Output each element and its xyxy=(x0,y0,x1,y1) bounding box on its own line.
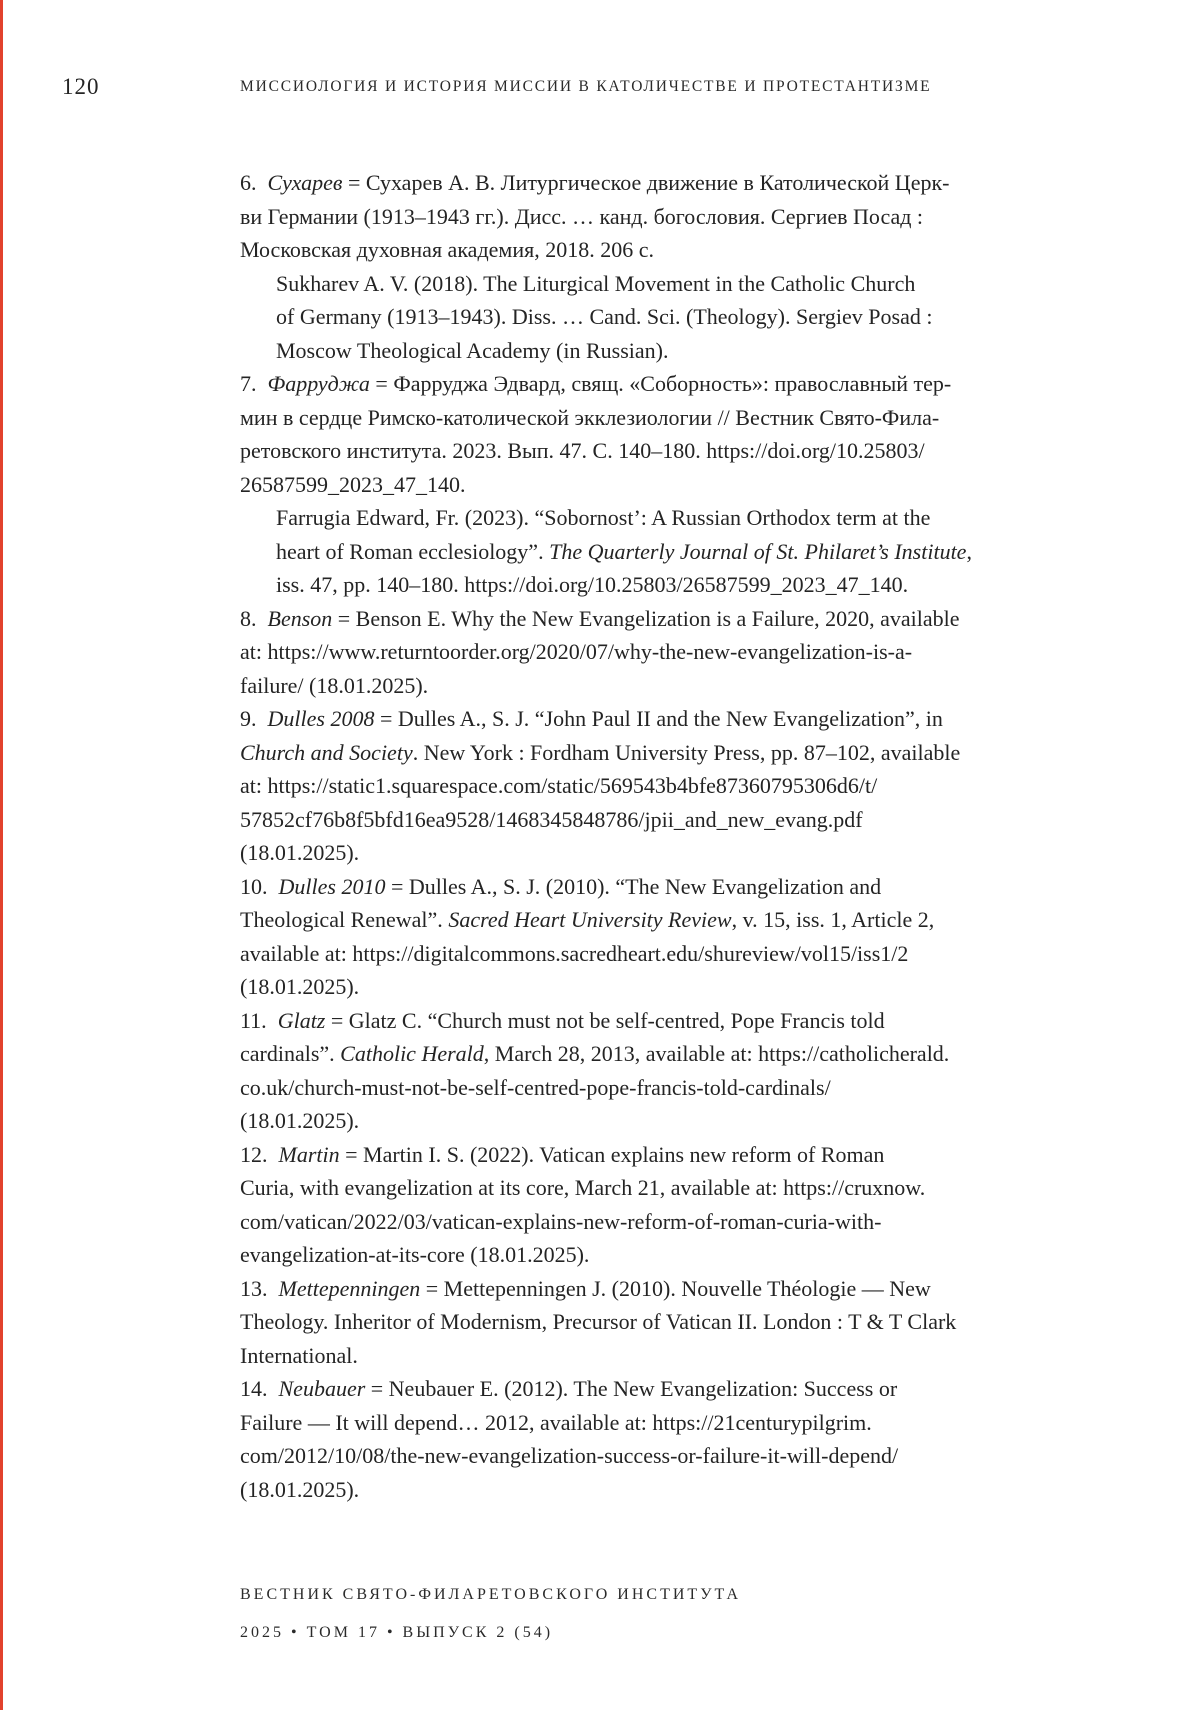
bibliography-entry xyxy=(240,166,1075,367)
bibliography-entry xyxy=(240,602,1075,703)
left-accent-rule xyxy=(0,0,3,1710)
bib-line: com/vatican/2022/03/vatican-explains-new-reform-of-roman-curia-with- xyxy=(240,1208,882,1234)
journal-issue-info: 2025 • ТОМ 17 • ВЫПУСК 2 (54) xyxy=(240,1624,554,1641)
bib-line: Theology. Inheritor of Modernism, Precursor of Vatican II. London : T & T Clark xyxy=(240,1309,957,1334)
bib-line: 7. Фарруджа = Фарруджа Эдвард, свящ. «Соборность»: православный тер- xyxy=(240,371,952,396)
bib-line: 13. Mettepenningen = Mettepenningen J. (2010). Nouvelle Théologie — New xyxy=(240,1275,931,1301)
bib-line: 6. Сухарев = Сухарев А. В. Литургическое движение в Католической Церк- xyxy=(240,170,950,195)
bib-line: heart of Roman ecclesiology”. The Quarterly Journal of St. Philaret’s Institute, xyxy=(276,538,972,564)
bib-line: 8. Benson = Benson E. Why the New Evangelization is a Failure, 2020, available xyxy=(240,605,960,631)
bib-line: iss. 47, pp. 140–180. https://doi.org/10.25803/26587599_2023_47_140. xyxy=(276,572,909,597)
bib-line: (18.01.2025). xyxy=(240,1108,360,1133)
bib-line: evangelization-at-its-core (18.01.2025). xyxy=(240,1242,590,1267)
bib-line: Московская духовная академия, 2018. 206 с. xyxy=(240,237,654,262)
bibliography-entry xyxy=(240,1372,1075,1506)
bib-line: Farrugia Edward, Fr. (2023). “Sobornost’: A Russian Orthodox term at the xyxy=(276,505,931,530)
bib-line: Moscow Theological Academy (in Russian). xyxy=(276,337,669,363)
bib-line: at: https://www.returntoorder.org/2020/07/why-the-new-evangelization-is-a- xyxy=(240,639,913,664)
translated-reference xyxy=(276,267,1075,368)
bib-line: 26587599_2023_47_140. xyxy=(240,471,466,497)
bib-line: 11. Glatz = Glatz C. “Church must not be self-centred, Pope Francis told xyxy=(240,1007,885,1033)
bib-line: Theological Renewal”. Sacred Heart University Review, v. 15, iss. 1, Article 2, xyxy=(240,907,935,932)
bib-line: Failure — It will depend… 2012, available at: https://21centurypilgrim. xyxy=(240,1409,872,1435)
bibliography-entry xyxy=(240,367,1075,602)
bib-line: мин в сердце Римско-католической экклезиологии // Вестник Свято-Фила- xyxy=(240,404,940,430)
bib-line: (18.01.2025). xyxy=(240,840,360,865)
bib-line: Church and Society. New York : Fordham University Press, pp. 87–102, available xyxy=(240,739,961,765)
reference xyxy=(240,1272,1075,1373)
bibliography-list xyxy=(240,166,1075,1506)
bib-line: failure/ (18.01.2025). xyxy=(240,672,429,698)
bib-line: Sukharev A. V. (2018). The Liturgical Movement in the Catholic Church xyxy=(276,270,916,296)
page-footer xyxy=(240,1576,741,1652)
reference xyxy=(240,1004,1075,1138)
bib-line: (18.01.2025). xyxy=(240,1476,360,1502)
translated-reference xyxy=(276,501,1075,602)
reference xyxy=(240,166,1075,267)
bib-line: com/2012/10/08/the-new-evangelization-success-or-failure-it-will-depend/ xyxy=(240,1443,899,1468)
bib-line: 9. Dulles 2008 = Dulles A., S. J. “John Paul II and the New Evangelization”, in xyxy=(240,706,943,731)
journal-title: ВЕСТНИК СВЯТО-ФИЛАРЕТОВСКОГО ИНСТИТУТА xyxy=(240,1586,742,1603)
reference xyxy=(240,1372,1075,1506)
bib-line: ретовского института. 2023. Вып. 47. С. 140–180. https://doi.org/10.25803/ xyxy=(240,438,925,463)
running-head: МИССИОЛОГИЯ И ИСТОРИЯ МИССИИ В КАТОЛИЧЕСТВЕ И ПРОТЕСТАНТИЗМЕ xyxy=(240,78,932,95)
bib-line: International. xyxy=(240,1342,358,1368)
bib-line: Curia, with evangelization at its core, March 21, available at: https://cruxnow. xyxy=(240,1175,926,1200)
reference xyxy=(240,602,1075,703)
bib-line: 14. Neubauer = Neubauer E. (2012). The New Evangelization: Success or xyxy=(240,1376,898,1401)
bib-line: ви Германии (1913–1943 гг.). Дисс. … канд. богословия. Сергиев Посад : xyxy=(240,203,924,229)
bib-line: of Germany (1913–1943). Diss. … Cand. Sci. (Theology). Sergiev Posad : xyxy=(276,304,933,329)
bibliography-entry xyxy=(240,870,1075,1004)
reference xyxy=(240,702,1075,870)
page-number: 120 xyxy=(62,74,100,99)
bib-line: 12. Martin = Martin I. S. (2022). Vatican explains new reform of Roman xyxy=(240,1141,885,1167)
bibliography-entry xyxy=(240,1138,1075,1272)
bib-line: 57852cf76b8f5bfd16ea9528/1468345848786/jpii_and_new_evang.pdf xyxy=(240,806,863,832)
bib-line: 10. Dulles 2010 = Dulles A., S. J. (2010). “The New Evangelization and xyxy=(240,873,882,899)
bib-line: cardinals”. Catholic Herald, March 28, 2013, available at: https://catholicherald. xyxy=(240,1041,950,1066)
bib-line: at: https://static1.squarespace.com/static/569543b4bfe87360795306d6/t/ xyxy=(240,773,878,798)
bib-line: co.uk/church-must-not-be-self-centred-pope-francis-told-cardinals/ xyxy=(240,1074,831,1100)
bibliography-entry xyxy=(240,1272,1075,1373)
bib-line: available at: https://digitalcommons.sacredheart.edu/shureview/vol15/iss1/2 xyxy=(240,940,909,966)
bibliography-entry xyxy=(240,702,1075,870)
bibliography-entry xyxy=(240,1004,1075,1138)
reference xyxy=(240,870,1075,1004)
reference xyxy=(240,1138,1075,1272)
reference xyxy=(240,367,1075,501)
bib-line: (18.01.2025). xyxy=(240,974,360,999)
